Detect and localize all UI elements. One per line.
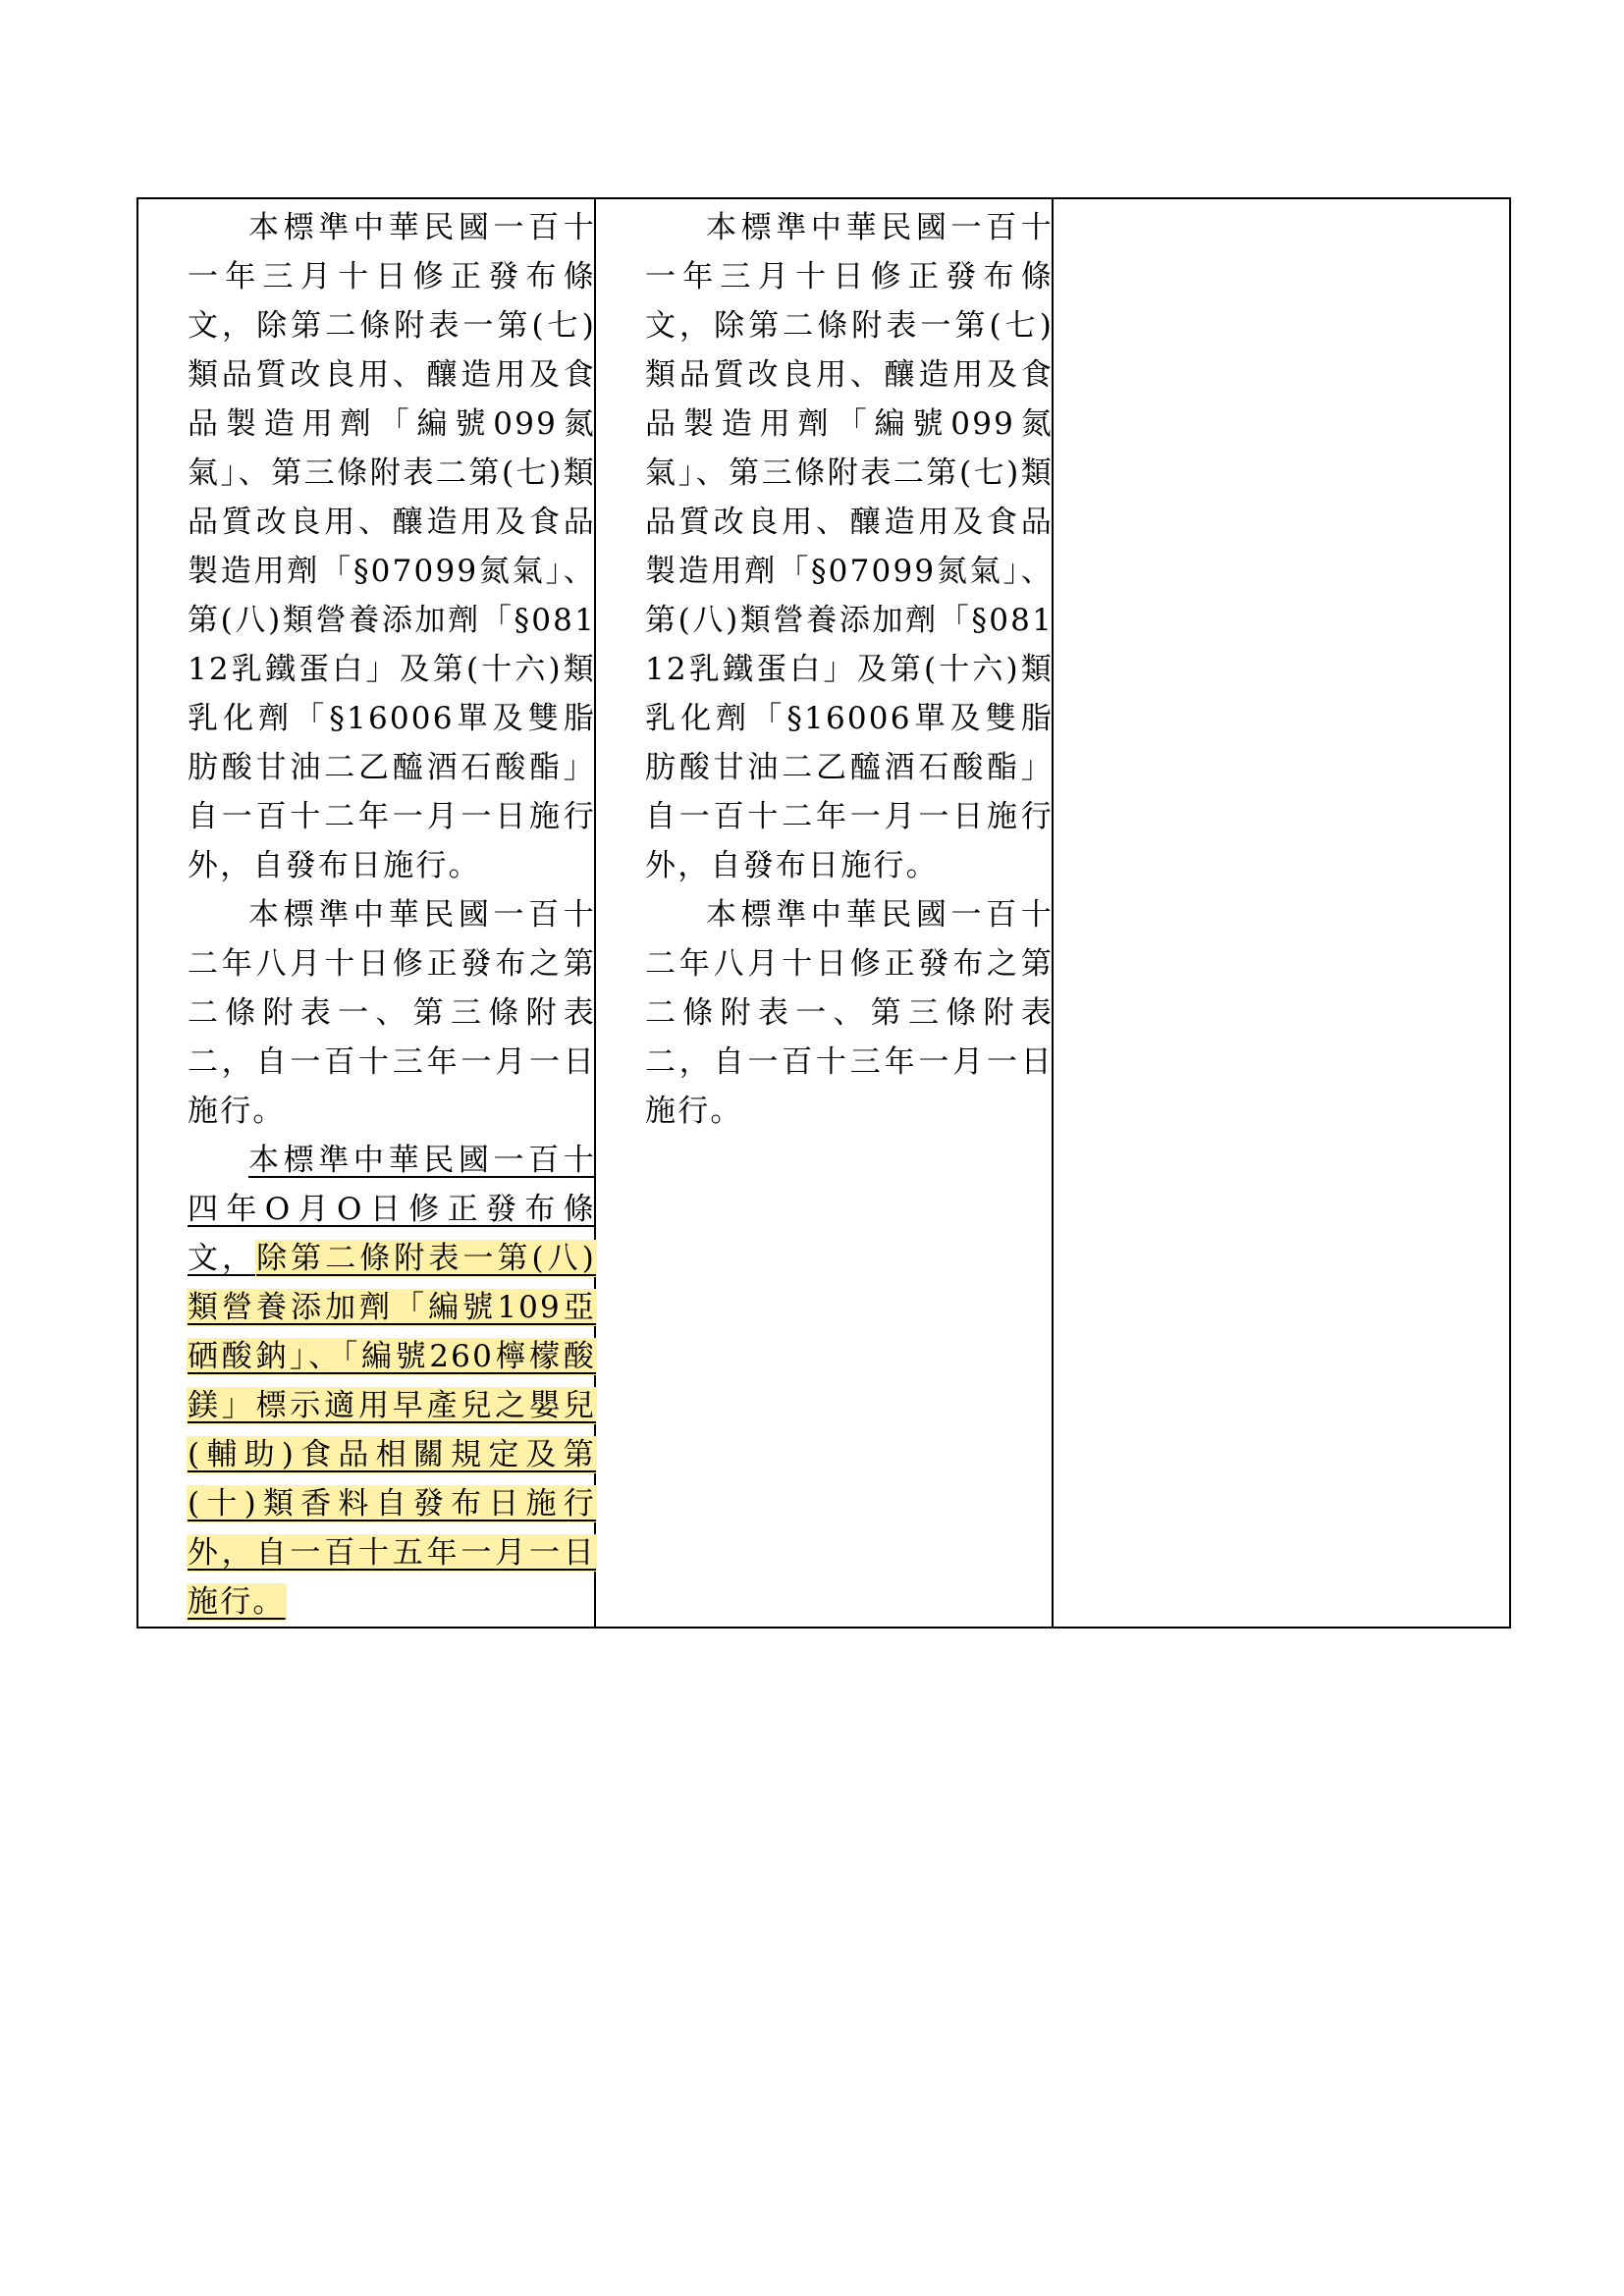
amended-paragraph-2: 本標準中華民國一百十二年八月十日修正發布之第二條附表一、第三條附表二，自一百十三年一月一日施行。	[188, 897, 596, 1129]
amended-paragraph-1: 本標準中華民國一百十一年三月十日修正發布條文，除第二條附表一第(七)類品質改良用、釀造用及食品製造用劑「編號099氮氣」、第三條附表二第(七)類品質改良用、釀造用及食品製造用劑「§07099氮氣」、第(八)類營養添加劑「§08112乳鐵蛋白」及第(十六)類乳化劑「§16006單及雙脂肪酸甘油二乙醯酒石酸酯」自一百十二年一月一日施行外，自發布日施行。	[188, 210, 596, 883]
explanation-cell	[1053, 198, 1510, 1628]
current-paragraph-2: 本標準中華民國一百十二年八月十日修正發布之第二條附表一、第三條附表二，自一百十三年一月一日施行。	[645, 897, 1054, 1129]
amended-text-cell	[137, 198, 595, 1628]
current-text-cell	[595, 198, 1053, 1628]
new-text-plain: 本標準中華民國一百十四年O月O日修正發布條文，	[188, 1143, 596, 1276]
amendment-comparison-table	[136, 197, 1511, 1629]
current-paragraph-1: 本標準中華民國一百十一年三月十日修正發布條文，除第二條附表一第(七)類品質改良用、釀造用及食品製造用劑「編號099氮氣」、第三條附表二第(七)類品質改良用、釀造用及食品製造用劑「§07099氮氣」、第(八)類營養添加劑「§08112乳鐵蛋白」及第(十六)類乳化劑「§16006單及雙脂肪酸甘油二乙醯酒石酸酯」自一百十二年一月一日施行外，自發布日施行。	[645, 210, 1054, 883]
table-row	[137, 198, 1510, 1628]
new-text-highlighted: 除第二條附表一第(八)類營養添加劑「編號109亞硒酸鈉」、「編號260檸檬酸鎂」標示適用早產兒之嬰兒(輔助)食品相關規定及第(十)類香料自發布日施行外，自一百十五年一月一日施行。	[188, 1241, 596, 1620]
amended-paragraph-3-new	[188, 1136, 596, 1627]
